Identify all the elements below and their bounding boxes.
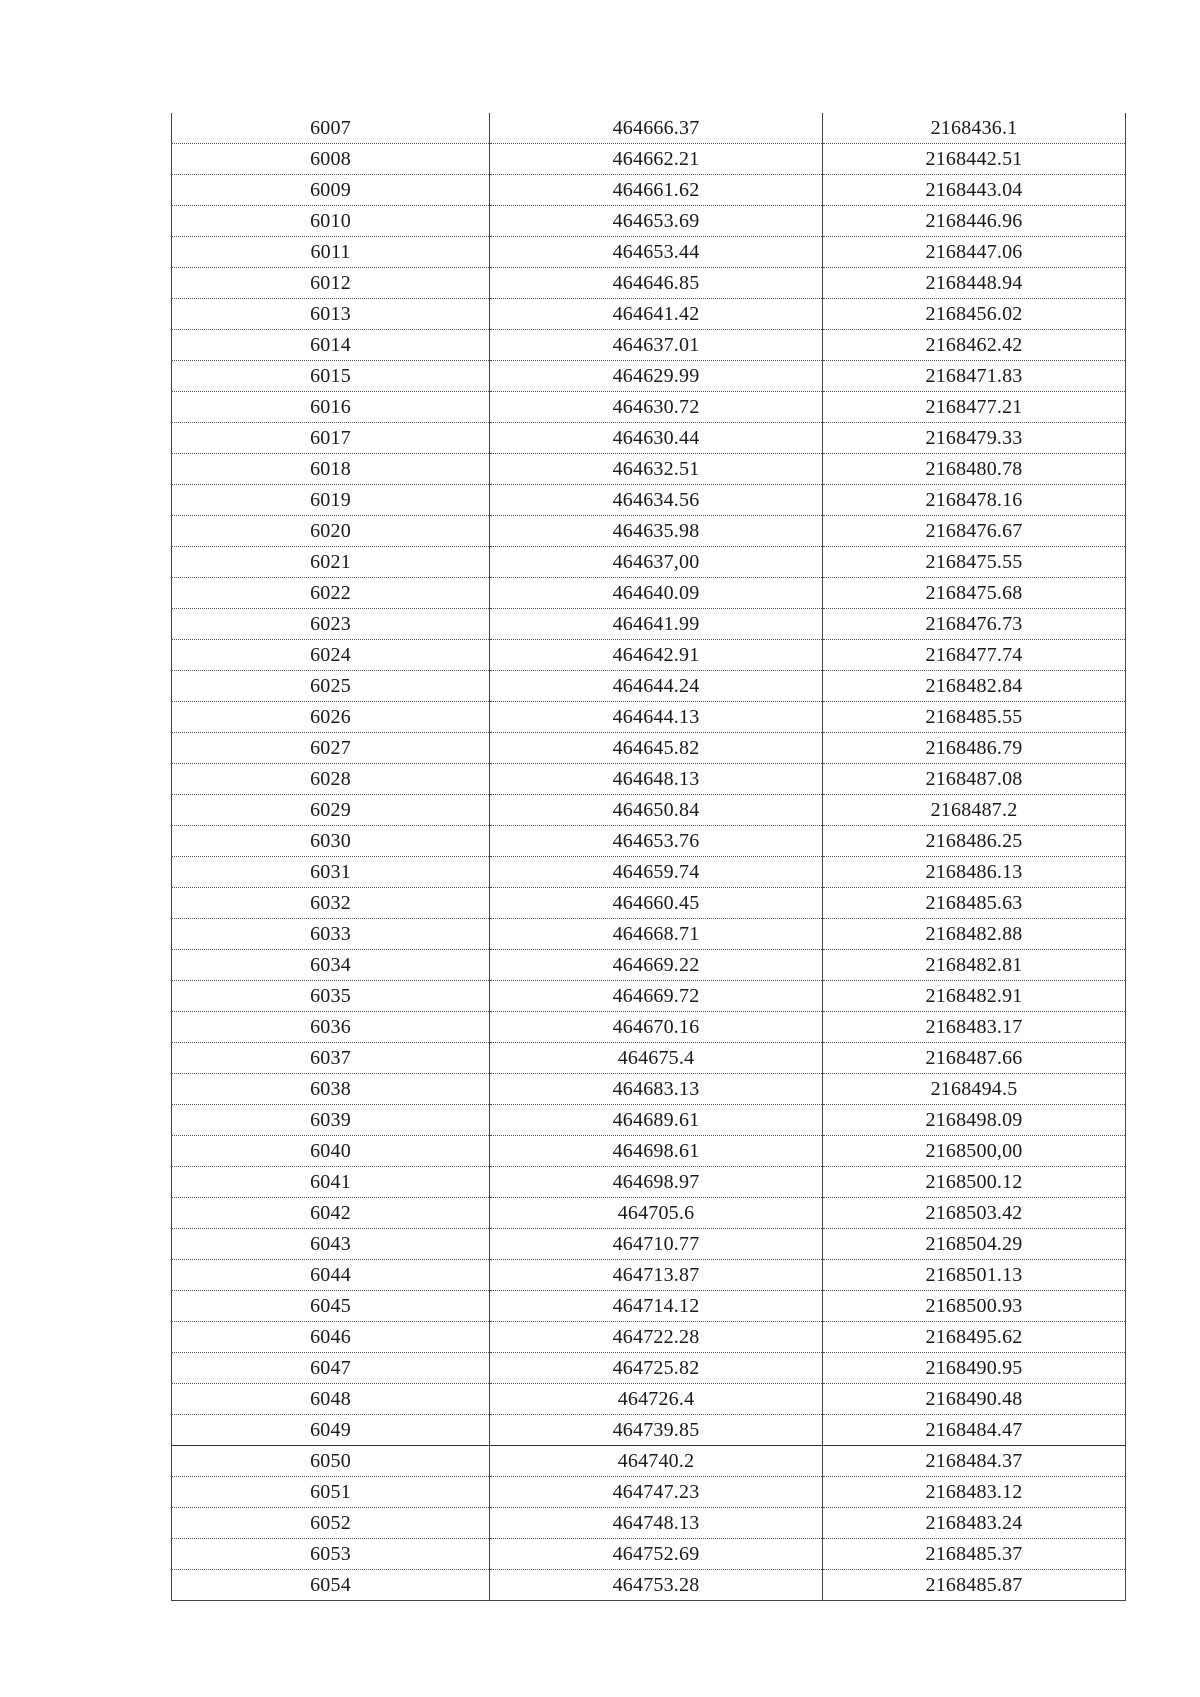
x-coordinate-cell: 464653.76 bbox=[490, 826, 823, 857]
table-row bbox=[172, 857, 1126, 888]
x-coordinate-cell: 464698.61 bbox=[490, 1136, 823, 1167]
y-coordinate-cell: 2168485.55 bbox=[823, 702, 1126, 733]
table-row bbox=[172, 1415, 1126, 1446]
point-id-cell: 6041 bbox=[172, 1167, 490, 1198]
table-row bbox=[172, 919, 1126, 950]
table-row bbox=[172, 1167, 1126, 1198]
y-coordinate-cell: 2168500.93 bbox=[823, 1291, 1126, 1322]
y-coordinate-cell: 2168456.02 bbox=[823, 299, 1126, 330]
x-coordinate-cell: 464689.61 bbox=[490, 1105, 823, 1136]
y-coordinate-cell: 2168448.94 bbox=[823, 268, 1126, 299]
point-id-cell: 6023 bbox=[172, 609, 490, 640]
x-coordinate-cell: 464666.37 bbox=[490, 113, 823, 144]
x-coordinate-cell: 464675.4 bbox=[490, 1043, 823, 1074]
point-id-cell: 6031 bbox=[172, 857, 490, 888]
y-coordinate-cell: 2168462.42 bbox=[823, 330, 1126, 361]
x-coordinate-cell: 464637.01 bbox=[490, 330, 823, 361]
x-coordinate-cell: 464645.82 bbox=[490, 733, 823, 764]
table-row bbox=[172, 299, 1126, 330]
y-coordinate-cell: 2168486.13 bbox=[823, 857, 1126, 888]
table-row bbox=[172, 795, 1126, 826]
x-coordinate-cell: 464653.44 bbox=[490, 237, 823, 268]
table-row bbox=[172, 1322, 1126, 1353]
table-row bbox=[172, 671, 1126, 702]
x-coordinate-cell: 464753.28 bbox=[490, 1570, 823, 1601]
y-coordinate-cell: 2168504.29 bbox=[823, 1229, 1126, 1260]
table-row bbox=[172, 764, 1126, 795]
y-coordinate-cell: 2168475.55 bbox=[823, 547, 1126, 578]
table-row bbox=[172, 609, 1126, 640]
y-coordinate-cell: 2168482.91 bbox=[823, 981, 1126, 1012]
y-coordinate-cell: 2168480.78 bbox=[823, 454, 1126, 485]
x-coordinate-cell: 464740.2 bbox=[490, 1446, 823, 1477]
table-row bbox=[172, 1260, 1126, 1291]
table-row bbox=[172, 1043, 1126, 1074]
y-coordinate-cell: 2168500.12 bbox=[823, 1167, 1126, 1198]
y-coordinate-cell: 2168446.96 bbox=[823, 206, 1126, 237]
point-id-cell: 6011 bbox=[172, 237, 490, 268]
point-id-cell: 6044 bbox=[172, 1260, 490, 1291]
y-coordinate-cell: 2168500,00 bbox=[823, 1136, 1126, 1167]
table-row bbox=[172, 1477, 1126, 1508]
table-row bbox=[172, 1446, 1126, 1477]
point-id-cell: 6009 bbox=[172, 175, 490, 206]
x-coordinate-cell: 464714.12 bbox=[490, 1291, 823, 1322]
table-row bbox=[172, 485, 1126, 516]
table-row bbox=[172, 1570, 1126, 1601]
x-coordinate-cell: 464705.6 bbox=[490, 1198, 823, 1229]
y-coordinate-cell: 2168486.25 bbox=[823, 826, 1126, 857]
y-coordinate-cell: 2168483.17 bbox=[823, 1012, 1126, 1043]
x-coordinate-cell: 464641.42 bbox=[490, 299, 823, 330]
x-coordinate-cell: 464641.99 bbox=[490, 609, 823, 640]
point-id-cell: 6037 bbox=[172, 1043, 490, 1074]
point-id-cell: 6029 bbox=[172, 795, 490, 826]
y-coordinate-cell: 2168477.21 bbox=[823, 392, 1126, 423]
y-coordinate-cell: 2168490.95 bbox=[823, 1353, 1126, 1384]
x-coordinate-cell: 464646.85 bbox=[490, 268, 823, 299]
table-row bbox=[172, 423, 1126, 454]
x-coordinate-cell: 464670.16 bbox=[490, 1012, 823, 1043]
point-id-cell: 6048 bbox=[172, 1384, 490, 1415]
x-coordinate-cell: 464630.44 bbox=[490, 423, 823, 454]
point-id-cell: 6052 bbox=[172, 1508, 490, 1539]
point-id-cell: 6042 bbox=[172, 1198, 490, 1229]
y-coordinate-cell: 2168475.68 bbox=[823, 578, 1126, 609]
table-row bbox=[172, 1539, 1126, 1570]
table-row bbox=[172, 392, 1126, 423]
y-coordinate-cell: 2168477.74 bbox=[823, 640, 1126, 671]
x-coordinate-cell: 464640.09 bbox=[490, 578, 823, 609]
y-coordinate-cell: 2168487.66 bbox=[823, 1043, 1126, 1074]
x-coordinate-cell: 464739.85 bbox=[490, 1415, 823, 1446]
y-coordinate-cell: 2168483.24 bbox=[823, 1508, 1126, 1539]
coordinates-table-body bbox=[172, 113, 1126, 1601]
table-row bbox=[172, 1229, 1126, 1260]
y-coordinate-cell: 2168436.1 bbox=[823, 113, 1126, 144]
y-coordinate-cell: 2168490.48 bbox=[823, 1384, 1126, 1415]
y-coordinate-cell: 2168495.62 bbox=[823, 1322, 1126, 1353]
y-coordinate-cell: 2168482.84 bbox=[823, 671, 1126, 702]
point-id-cell: 6020 bbox=[172, 516, 490, 547]
x-coordinate-cell: 464698.97 bbox=[490, 1167, 823, 1198]
table-row bbox=[172, 1508, 1126, 1539]
y-coordinate-cell: 2168503.42 bbox=[823, 1198, 1126, 1229]
y-coordinate-cell: 2168479.33 bbox=[823, 423, 1126, 454]
x-coordinate-cell: 464660.45 bbox=[490, 888, 823, 919]
x-coordinate-cell: 464632.51 bbox=[490, 454, 823, 485]
point-id-cell: 6015 bbox=[172, 361, 490, 392]
table-row bbox=[172, 1074, 1126, 1105]
x-coordinate-cell: 464752.69 bbox=[490, 1539, 823, 1570]
x-coordinate-cell: 464713.87 bbox=[490, 1260, 823, 1291]
y-coordinate-cell: 2168498.09 bbox=[823, 1105, 1126, 1136]
y-coordinate-cell: 2168482.88 bbox=[823, 919, 1126, 950]
x-coordinate-cell: 464642.91 bbox=[490, 640, 823, 671]
y-coordinate-cell: 2168443.04 bbox=[823, 175, 1126, 206]
point-id-cell: 6008 bbox=[172, 144, 490, 175]
point-id-cell: 6013 bbox=[172, 299, 490, 330]
x-coordinate-cell: 464637,00 bbox=[490, 547, 823, 578]
y-coordinate-cell: 2168487.08 bbox=[823, 764, 1126, 795]
y-coordinate-cell: 2168484.47 bbox=[823, 1415, 1126, 1446]
table-row bbox=[172, 144, 1126, 175]
y-coordinate-cell: 2168483.12 bbox=[823, 1477, 1126, 1508]
table-row bbox=[172, 950, 1126, 981]
table-row bbox=[172, 1012, 1126, 1043]
y-coordinate-cell: 2168487.2 bbox=[823, 795, 1126, 826]
y-coordinate-cell: 2168447.06 bbox=[823, 237, 1126, 268]
table-row bbox=[172, 1353, 1126, 1384]
x-coordinate-cell: 464748.13 bbox=[490, 1508, 823, 1539]
x-coordinate-cell: 464747.23 bbox=[490, 1477, 823, 1508]
table-row bbox=[172, 826, 1126, 857]
y-coordinate-cell: 2168494.5 bbox=[823, 1074, 1126, 1105]
point-id-cell: 6017 bbox=[172, 423, 490, 454]
x-coordinate-cell: 464659.74 bbox=[490, 857, 823, 888]
table-row bbox=[172, 547, 1126, 578]
table-row bbox=[172, 640, 1126, 671]
point-id-cell: 6012 bbox=[172, 268, 490, 299]
point-id-cell: 6021 bbox=[172, 547, 490, 578]
y-coordinate-cell: 2168485.63 bbox=[823, 888, 1126, 919]
point-id-cell: 6045 bbox=[172, 1291, 490, 1322]
y-coordinate-cell: 2168478.16 bbox=[823, 485, 1126, 516]
table-row bbox=[172, 578, 1126, 609]
y-coordinate-cell: 2168486.79 bbox=[823, 733, 1126, 764]
point-id-cell: 6010 bbox=[172, 206, 490, 237]
point-id-cell: 6022 bbox=[172, 578, 490, 609]
table-row bbox=[172, 1105, 1126, 1136]
point-id-cell: 6035 bbox=[172, 981, 490, 1012]
x-coordinate-cell: 464669.22 bbox=[490, 950, 823, 981]
point-id-cell: 6016 bbox=[172, 392, 490, 423]
point-id-cell: 6046 bbox=[172, 1322, 490, 1353]
point-id-cell: 6030 bbox=[172, 826, 490, 857]
point-id-cell: 6024 bbox=[172, 640, 490, 671]
y-coordinate-cell: 2168476.67 bbox=[823, 516, 1126, 547]
point-id-cell: 6051 bbox=[172, 1477, 490, 1508]
y-coordinate-cell: 2168485.87 bbox=[823, 1570, 1126, 1601]
y-coordinate-cell: 2168476.73 bbox=[823, 609, 1126, 640]
y-coordinate-cell: 2168482.81 bbox=[823, 950, 1126, 981]
table-row bbox=[172, 1198, 1126, 1229]
point-id-cell: 6014 bbox=[172, 330, 490, 361]
x-coordinate-cell: 464644.13 bbox=[490, 702, 823, 733]
point-id-cell: 6034 bbox=[172, 950, 490, 981]
point-id-cell: 6039 bbox=[172, 1105, 490, 1136]
point-id-cell: 6007 bbox=[172, 113, 490, 144]
point-id-cell: 6018 bbox=[172, 454, 490, 485]
table-row bbox=[172, 330, 1126, 361]
x-coordinate-cell: 464725.82 bbox=[490, 1353, 823, 1384]
point-id-cell: 6047 bbox=[172, 1353, 490, 1384]
table-row bbox=[172, 981, 1126, 1012]
table-row bbox=[172, 888, 1126, 919]
table-row bbox=[172, 516, 1126, 547]
point-id-cell: 6027 bbox=[172, 733, 490, 764]
table-row bbox=[172, 268, 1126, 299]
point-id-cell: 6036 bbox=[172, 1012, 490, 1043]
point-id-cell: 6050 bbox=[172, 1446, 490, 1477]
x-coordinate-cell: 464653.69 bbox=[490, 206, 823, 237]
table-row bbox=[172, 361, 1126, 392]
x-coordinate-cell: 464710.77 bbox=[490, 1229, 823, 1260]
y-coordinate-cell: 2168501.13 bbox=[823, 1260, 1126, 1291]
y-coordinate-cell: 2168471.83 bbox=[823, 361, 1126, 392]
y-coordinate-cell: 2168484.37 bbox=[823, 1446, 1126, 1477]
x-coordinate-cell: 464683.13 bbox=[490, 1074, 823, 1105]
table-row bbox=[172, 733, 1126, 764]
point-id-cell: 6025 bbox=[172, 671, 490, 702]
x-coordinate-cell: 464630.72 bbox=[490, 392, 823, 423]
point-id-cell: 6028 bbox=[172, 764, 490, 795]
table-row bbox=[172, 454, 1126, 485]
point-id-cell: 6019 bbox=[172, 485, 490, 516]
table-row bbox=[172, 1384, 1126, 1415]
x-coordinate-cell: 464629.99 bbox=[490, 361, 823, 392]
table-row bbox=[172, 1136, 1126, 1167]
y-coordinate-cell: 2168442.51 bbox=[823, 144, 1126, 175]
point-id-cell: 6053 bbox=[172, 1539, 490, 1570]
x-coordinate-cell: 464662.21 bbox=[490, 144, 823, 175]
point-id-cell: 6038 bbox=[172, 1074, 490, 1105]
coordinates-table bbox=[171, 113, 1126, 1601]
point-id-cell: 6026 bbox=[172, 702, 490, 733]
y-coordinate-cell: 2168485.37 bbox=[823, 1539, 1126, 1570]
x-coordinate-cell: 464650.84 bbox=[490, 795, 823, 826]
x-coordinate-cell: 464726.4 bbox=[490, 1384, 823, 1415]
x-coordinate-cell: 464635.98 bbox=[490, 516, 823, 547]
x-coordinate-cell: 464661.62 bbox=[490, 175, 823, 206]
x-coordinate-cell: 464668.71 bbox=[490, 919, 823, 950]
x-coordinate-cell: 464648.13 bbox=[490, 764, 823, 795]
x-coordinate-cell: 464644.24 bbox=[490, 671, 823, 702]
point-id-cell: 6033 bbox=[172, 919, 490, 950]
table-row bbox=[172, 237, 1126, 268]
table-row bbox=[172, 175, 1126, 206]
x-coordinate-cell: 464722.28 bbox=[490, 1322, 823, 1353]
x-coordinate-cell: 464634.56 bbox=[490, 485, 823, 516]
x-coordinate-cell: 464669.72 bbox=[490, 981, 823, 1012]
point-id-cell: 6049 bbox=[172, 1415, 490, 1446]
table-row bbox=[172, 702, 1126, 733]
point-id-cell: 6043 bbox=[172, 1229, 490, 1260]
point-id-cell: 6032 bbox=[172, 888, 490, 919]
table-row bbox=[172, 1291, 1126, 1322]
point-id-cell: 6054 bbox=[172, 1570, 490, 1601]
table-row bbox=[172, 113, 1126, 144]
point-id-cell: 6040 bbox=[172, 1136, 490, 1167]
table-row bbox=[172, 206, 1126, 237]
